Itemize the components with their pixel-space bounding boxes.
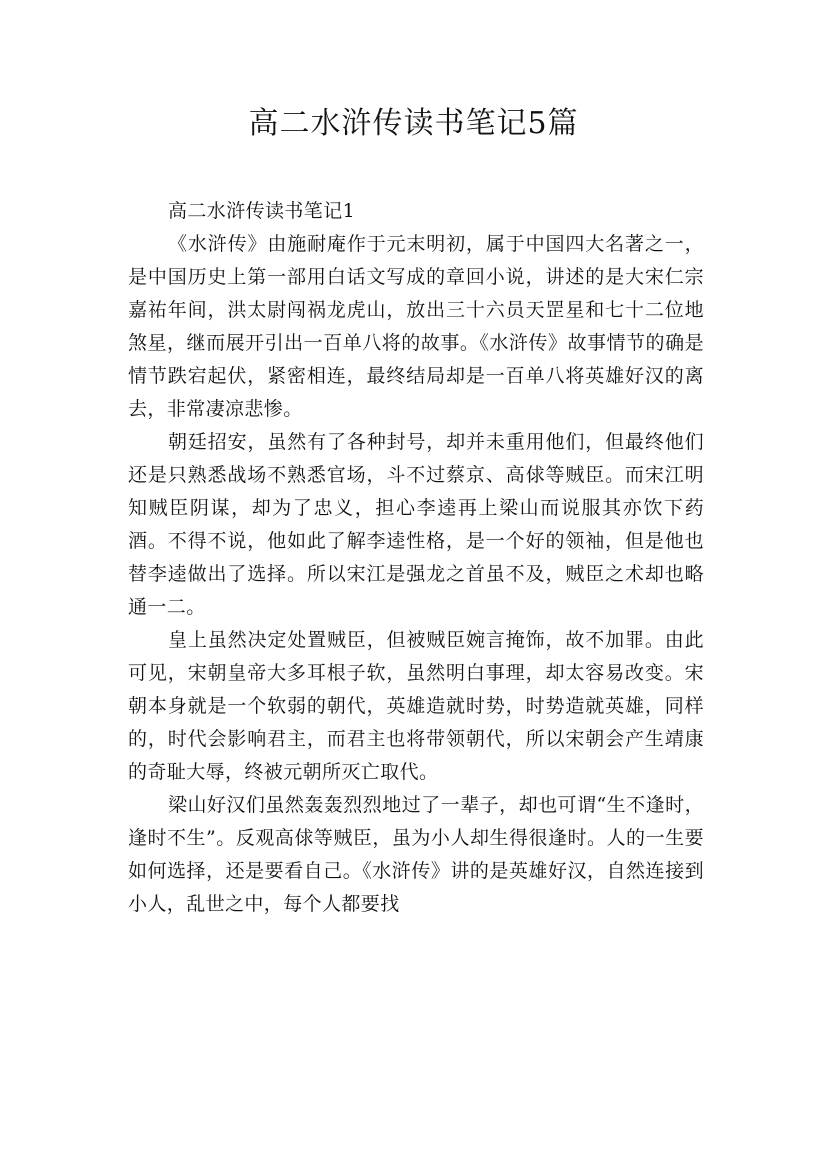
section-heading: 高二水浒传读书笔记1 — [168, 200, 356, 222]
paragraph-3: 皇上虽然决定处置贼臣，但被贼臣婉言掩饰，故不加罪。由此可见，宋朝皇帝大多耳根子软，虽然明白事理，却太容易改变。宋朝本身就是一个软弱的朝代，英雄造就时势，时势造就英雄，同样的，时代会影响君主，而君主也将带领朝代，所以宋朝会产生靖康的奇耻大辱，终被元朝所灭亡取代。 — [128, 629, 704, 783]
paragraph-2: 朝廷招安，虽然有了各种封号，却并未重用他们，但最终他们还是只熟悉战场不熟悉官场，斗不过蔡京、高俅等贼臣。而宋江明知贼臣阴谋，却为了忠义，担心李逵再上梁山而说服其亦饮下药酒。不得不说，他如此了解李逵性格，是一个好的领袖，但是他也替李逵做出了选择。所以宋江是强龙之首虽不及，贼臣之术却也略通一二。 — [128, 431, 704, 618]
document-title: 高二水浒传读书笔记5篇 — [248, 106, 579, 141]
document-body — [128, 195, 704, 921]
paragraph-4: 梁山好汉们虽然轰轰烈烈地过了一辈子，却也可谓“生不逢时，逢时不生”。反观高俅等贼臣，虽为小人却生得很逢时。人的一生要如何选择，还是要看自己。《水浒传》讲的是英雄好汉，自然连接到小人，乱世之中，每个人都要找 — [128, 794, 704, 915]
paragraph-1: 《水浒传》由施耐庵作于元末明初，属于中国四大名著之一，是中国历史上第一部用白话文写成的章回小说，讲述的是大宋仁宗嘉祐年间，洪太尉闯祸龙虎山，放出三十六员天罡星和七十二位地煞星，继而展开引出一百单八将的故事。《水浒传》故事情节的确是情节跌宕起伏，紧密相连，最终结局却是一百单八将英雄好汉的离去，非常凄凉悲惨。 — [128, 233, 704, 420]
